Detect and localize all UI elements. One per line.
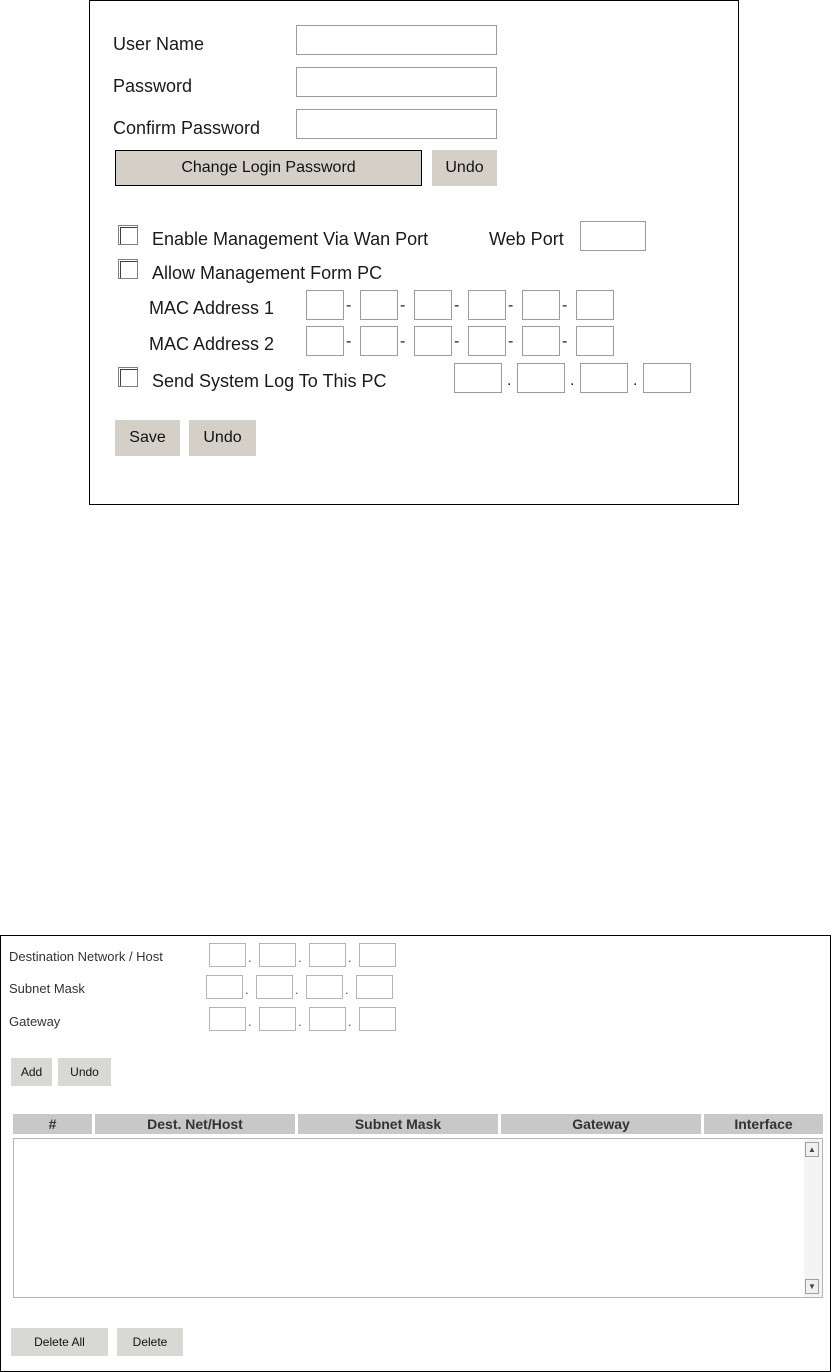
column-header-subnet: Subnet Mask <box>298 1114 498 1134</box>
ip-dot: . <box>298 1014 302 1029</box>
mask-octet-4-input[interactable] <box>356 975 393 999</box>
web-port-label: Web Port <box>489 229 564 249</box>
mac-separator: - <box>400 333 406 350</box>
ip-dot: . <box>345 982 349 997</box>
syslog-ip-octet-2-input[interactable] <box>517 363 565 393</box>
confirm-password-input[interactable] <box>296 109 497 139</box>
allow-pc-management-checkbox[interactable] <box>118 259 138 279</box>
dest-octet-1-input[interactable] <box>209 943 246 967</box>
mac1-octet-3-input[interactable] <box>414 290 452 320</box>
mac-separator: - <box>562 297 568 314</box>
ip-dot: . <box>248 1014 252 1029</box>
mac1-octet-5-input[interactable] <box>522 290 560 320</box>
routing-panel <box>0 935 831 1372</box>
ip-dot: . <box>248 950 252 965</box>
user-name-input[interactable] <box>296 25 497 55</box>
mac-separator: - <box>400 297 406 314</box>
mac2-octet-1-input[interactable] <box>306 326 344 356</box>
subnet-mask-label: Subnet Mask <box>9 981 85 996</box>
dest-octet-3-input[interactable] <box>309 943 346 967</box>
mac1-octet-6-input[interactable] <box>576 290 614 320</box>
change-login-password-button[interactable]: Change Login Password <box>115 150 422 186</box>
mask-octet-2-input[interactable] <box>256 975 293 999</box>
enable-wan-management-checkbox[interactable] <box>118 225 138 245</box>
scroll-up-icon[interactable]: ▲ <box>805 1142 819 1157</box>
gateway-octet-1-input[interactable] <box>209 1007 246 1031</box>
gateway-label: Gateway <box>9 1014 61 1029</box>
mac-separator: - <box>454 333 460 350</box>
mac1-octet-1-input[interactable] <box>306 290 344 320</box>
mac-separator: - <box>508 297 514 314</box>
route-list-scrollbar[interactable] <box>804 1139 822 1297</box>
column-header-interface: Interface <box>704 1114 823 1134</box>
dest-octet-2-input[interactable] <box>259 943 296 967</box>
confirm-password-label: Confirm Password <box>113 118 261 138</box>
mac2-octet-2-input[interactable] <box>360 326 398 356</box>
mac-address-1-label: MAC Address 1 <box>149 298 275 318</box>
mac-separator: - <box>346 333 352 350</box>
delete-all-button[interactable]: Delete All <box>11 1328 108 1356</box>
mac2-octet-3-input[interactable] <box>414 326 452 356</box>
ip-dot: . <box>633 372 638 389</box>
send-syslog-label: Send System Log To This PC <box>152 371 387 391</box>
password-input[interactable] <box>296 67 497 97</box>
mac1-octet-2-input[interactable] <box>360 290 398 320</box>
gateway-octet-4-input[interactable] <box>359 1007 396 1031</box>
web-port-input[interactable] <box>580 221 646 251</box>
ip-dot: . <box>298 950 302 965</box>
mac1-octet-4-input[interactable] <box>468 290 506 320</box>
allow-pc-management-label: Allow Management Form PC <box>152 263 383 283</box>
user-name-label: User Name <box>113 34 205 54</box>
scroll-down-icon[interactable]: ▼ <box>805 1279 819 1294</box>
ip-dot: . <box>570 372 575 389</box>
delete-button[interactable]: Delete <box>117 1328 183 1356</box>
syslog-ip-octet-4-input[interactable] <box>643 363 691 393</box>
management-panel <box>89 0 739 505</box>
dest-octet-4-input[interactable] <box>359 943 396 967</box>
column-header-gateway: Gateway <box>501 1114 701 1134</box>
add-route-button[interactable]: Add <box>11 1058 52 1086</box>
ip-dot: . <box>245 982 249 997</box>
enable-wan-management-label: Enable Management Via Wan Port <box>152 229 429 249</box>
mac-separator: - <box>508 333 514 350</box>
login-undo-button[interactable]: Undo <box>432 150 497 186</box>
destination-label: Destination Network / Host <box>9 949 163 964</box>
gateway-octet-2-input[interactable] <box>259 1007 296 1031</box>
save-button[interactable]: Save <box>115 420 180 456</box>
gateway-octet-3-input[interactable] <box>309 1007 346 1031</box>
ip-dot: . <box>348 950 352 965</box>
mac2-octet-5-input[interactable] <box>522 326 560 356</box>
mac2-octet-4-input[interactable] <box>468 326 506 356</box>
ip-dot: . <box>348 1014 352 1029</box>
management-undo-button[interactable]: Undo <box>189 420 256 456</box>
ip-dot: . <box>507 372 512 389</box>
column-header-index: # <box>13 1114 92 1134</box>
mac2-octet-6-input[interactable] <box>576 326 614 356</box>
route-list[interactable] <box>13 1138 823 1298</box>
syslog-ip-octet-3-input[interactable] <box>580 363 628 393</box>
ip-dot: . <box>295 982 299 997</box>
mac-address-2-label: MAC Address 2 <box>149 334 275 354</box>
column-header-dest: Dest. Net/Host <box>95 1114 295 1134</box>
syslog-ip-octet-1-input[interactable] <box>454 363 502 393</box>
mac-separator: - <box>454 297 460 314</box>
route-undo-button[interactable]: Undo <box>58 1058 111 1086</box>
password-label: Password <box>113 76 193 96</box>
mask-octet-1-input[interactable] <box>206 975 243 999</box>
mask-octet-3-input[interactable] <box>306 975 343 999</box>
mac-separator: - <box>346 297 352 314</box>
send-syslog-checkbox[interactable] <box>118 367 138 387</box>
mac-separator: - <box>562 333 568 350</box>
